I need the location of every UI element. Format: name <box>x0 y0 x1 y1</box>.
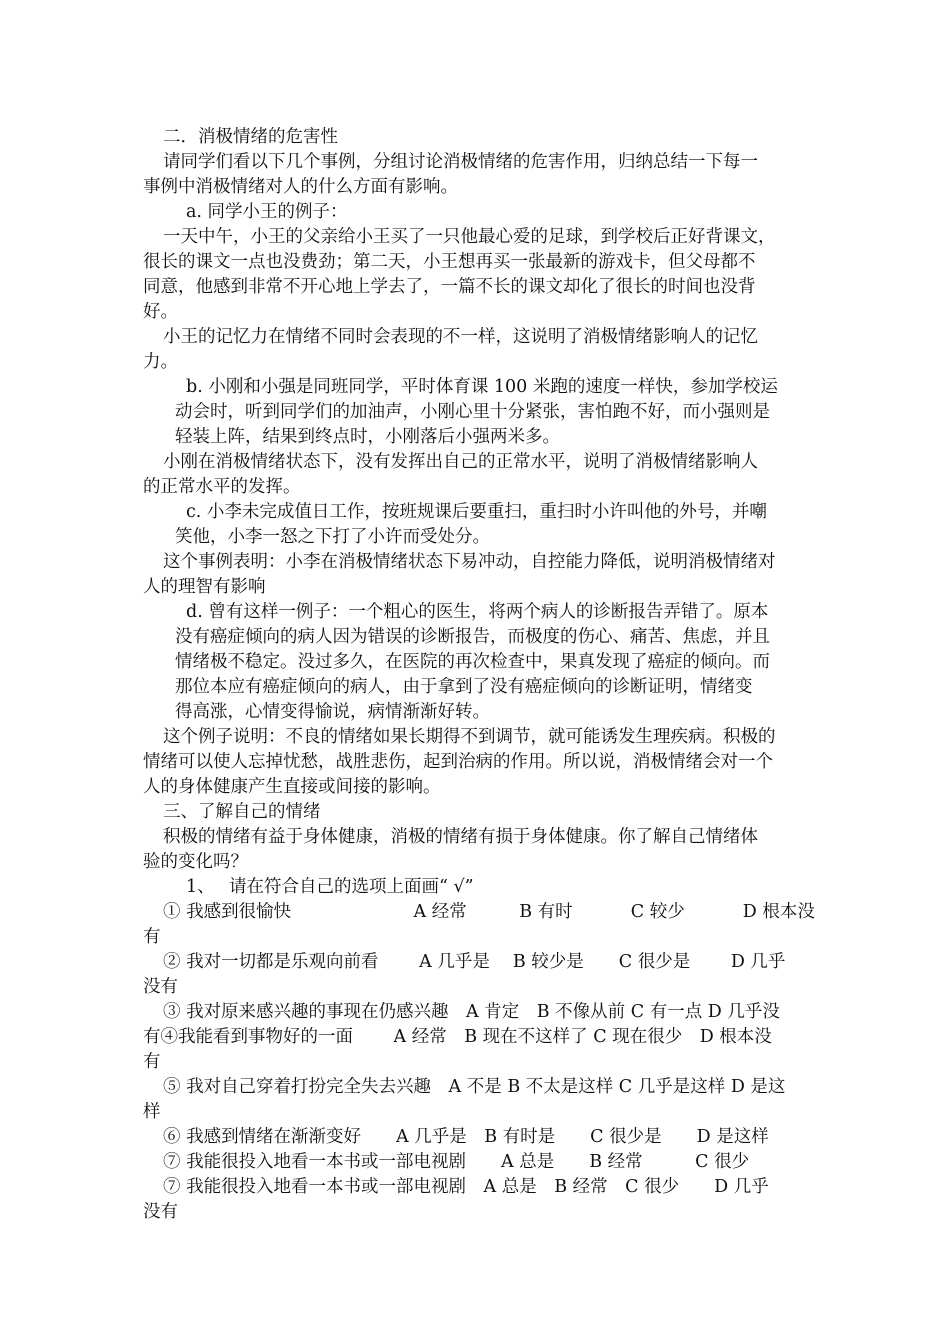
example-b-conclusion: 小刚在消极情绪状态下，没有发挥出自己的正常水平，说明了消极情绪影响人 <box>163 452 758 472</box>
questionnaire-line: ⑦ 我能很投入地看一本书或一部电视剧 A 总是 B 经常 C 很少 <box>163 1152 750 1172</box>
questionnaire-line: ① 我感到很愉快 A 经常 B 有时 C 较少 D 根本没 <box>163 902 815 922</box>
example-d-line: 情绪极不稳定。没过多久，在医院的再次检查中，果真发现了癌症的倾向。而 <box>175 652 770 672</box>
example-a-conclusion: 力。 <box>143 352 178 372</box>
example-d-line: 没有癌症倾向的病人因为错误的诊断报告，而极度的伤心、痛苦、焦虑，并且 <box>175 627 770 647</box>
questionnaire-line: ⑥ 我感到情绪在渐渐变好 A 几乎是 B 有时是 C 很少是 D 是这样 <box>163 1127 769 1147</box>
section2-intro-line: 事例中消极情绪对人的什么方面有影响。 <box>143 177 458 197</box>
questionnaire-line: 没有 <box>143 1202 178 1222</box>
section3-intro-line: 验的变化吗？ <box>143 852 248 872</box>
section3-intro-line: 积极的情绪有益于身体健康，消极的情绪有损于身体健康。你了解自己情绪体 <box>163 827 758 847</box>
questionnaire-line: ⑦ 我能很投入地看一本书或一部电视剧 A 总是 B 经常 C 很少 D 几乎 <box>163 1177 769 1197</box>
example-d-conclusion: 这个例子说明：不良的情绪如果长期得不到调节，就可能诱发生理疾病。积极的 <box>163 727 776 747</box>
example-d-line: d. 曾有这样一例子：一个粗心的医生，将两个病人的诊断报告弄错了。原本 <box>186 602 769 622</box>
example-b-line: 轻装上阵，结果到终点时，小刚落后小强两米多。 <box>175 427 560 447</box>
questionnaire-line: 有 <box>143 1052 161 1072</box>
example-c-line: c. 小李未完成值日工作，按班规课后要重扫，重扫时小许叫他的外号，并嘲 <box>186 502 767 522</box>
example-a-conclusion: 小王的记忆力在情绪不同时会表现的不一样，这说明了消极情绪影响人的记忆 <box>163 327 758 347</box>
example-b-line: 动会时，听到同学们的加油声，小刚心里十分紧张，害怕跑不好，而小强则是 <box>175 402 770 422</box>
example-c-line: 笑他，小李一怒之下打了小许而受处分。 <box>175 527 490 547</box>
questionnaire-line: 样 <box>143 1102 161 1122</box>
example-a-line: 很长的课文一点也没费劲；第二天，小王想再买一张最新的游戏卡，但父母都不 <box>143 252 756 272</box>
example-a-title: a. 同学小王的例子： <box>186 202 348 222</box>
questionnaire-line: ② 我对一切都是乐观向前看 A 几乎是 B 较少是 C 很少是 D 几乎 <box>163 952 786 972</box>
example-a-line: 一天中午，小王的父亲给小王买了一只他最心爱的足球，到学校后正好背课文， <box>163 227 776 247</box>
example-a-line: 好。 <box>143 302 178 322</box>
example-b-conclusion: 的正常水平的发挥。 <box>143 477 301 497</box>
example-a-line: 同意，他感到非常不开心地上学去了，一篇不长的课文却化了很长的时间也没背 <box>143 277 756 297</box>
section2-heading: 二．消极情绪的危害性 <box>163 127 338 147</box>
questionnaire-line: 有 <box>143 927 161 947</box>
example-d-conclusion: 情绪可以使人忘掉忧愁，战胜悲伤，起到治病的作用。所以说，消极情绪会对一个 <box>143 752 773 772</box>
questionnaire-line: 有④我能看到事物好的一面 A 经常 B 现在不这样了 C 现在很少 D 根本没 <box>143 1027 772 1047</box>
example-d-line: 那位本应有癌症倾向的病人，由于拿到了没有癌症倾向的诊断证明，情绪变 <box>175 677 753 697</box>
questionnaire-line: ③ 我对原来感兴趣的事现在仍感兴趣 A 肯定 B 不像从前 C 有一点 D 几乎没 <box>163 1002 780 1022</box>
section3-heading: 三、了解自己的情绪 <box>163 802 321 822</box>
example-c-conclusion: 这个事例表明：小李在消极情绪状态下易冲动，自控能力降低，说明消极情绪对 <box>163 552 776 572</box>
questionnaire-instruction: 1、 请在符合自己的选项上面画“ √” <box>186 877 474 897</box>
example-c-conclusion: 人的理智有影响 <box>143 577 266 597</box>
questionnaire-line: ⑤ 我对自己穿着打扮完全失去兴趣 A 不是 B 不太是这样 C 几乎是这样 D 是这 <box>163 1077 786 1097</box>
questionnaire-line: 没有 <box>143 977 178 997</box>
example-b-line: b. 小刚和小强是同班同学，平时体育课 100 米跑的速度一样快，参加学校运 <box>186 377 778 397</box>
example-d-line: 得高涨，心情变得愉说，病情渐渐好转。 <box>175 702 490 722</box>
example-d-conclusion: 人的身体健康产生直接或间接的影响。 <box>143 777 441 797</box>
section2-intro-line: 请同学们看以下几个事例，分组讨论消极情绪的危害作用，归纳总结一下每一 <box>163 152 758 172</box>
